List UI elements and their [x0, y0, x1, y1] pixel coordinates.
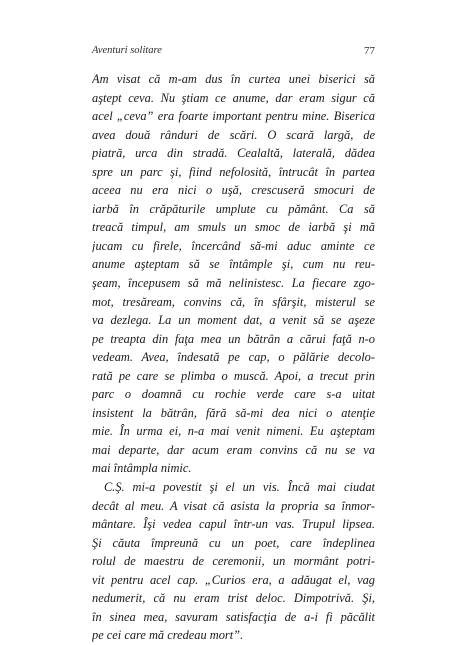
text-line: mai întâmpla nimic.	[92, 461, 192, 476]
body-text	[92, 70, 375, 645]
text-line: insistent la bătrân, fără să-mi dea nici o atenţie	[92, 405, 375, 420]
text-line: rolul de maestru de ceremonii, un mormânt potri-	[92, 554, 375, 569]
text-line: anume aşteptam să se întâmple şi, cum nu reu-	[92, 257, 375, 272]
text-line: spre un parc şi, fiind nefolosită, întrucât în partea	[92, 164, 375, 179]
text-line: parc o doamnă cu rochie verde care s-a uitat	[92, 387, 375, 402]
text-line: acel „ceva” era foarte important pentru mine. Biserica	[92, 109, 375, 124]
text-line: C.Ş. mi-a povestit şi el un vis. Încă mai ciudat	[104, 480, 375, 495]
text-line: mai departe, dar acum eram convins că nu se va	[92, 442, 375, 457]
text-line: şeam, începusem să mă nelinistesc. La fiecare zgo-	[92, 276, 375, 291]
running-title: Aventuri solitare	[92, 45, 162, 56]
text-line: avea două rânduri de scări. O scară largă, de	[92, 127, 375, 142]
text-line: decât al meu. A visat că asista la propria sa înmor-	[92, 498, 375, 513]
text-line: vit pentru acel cap. „Curios era, a adăugat el, vag	[92, 572, 375, 587]
text-line: mântare. Îşi vedea capul într-un vas. Trupul lipsea.	[92, 517, 375, 532]
text-line: în sinea mea, savuram satisfacţia de a-i fi păcălit	[92, 609, 375, 624]
text-line: mot, tresăream, convins că, în sfârşit, misterul se	[92, 294, 375, 309]
text-line: pe cei care mă credeau mort”.	[92, 628, 244, 643]
text-line: aceea nu era nici o uşă, crescuseră smocuri de	[92, 183, 375, 198]
text-line: nedumerit, că nu eram trist deloc. Dimpotrivă. Şi,	[92, 591, 375, 606]
running-head	[92, 45, 375, 61]
text-line: va dezlega. La un moment dat, a venit să se aşeze	[92, 313, 375, 328]
text-line: aştept ceva. Nu ştiam ce anume, dar eram sigur că	[92, 90, 375, 105]
text-line: piatră, urca din stradă. Cealaltă, laterală, dădea	[92, 146, 375, 161]
text-line: mie. În urma ei, n-a mai venit nimeni. Eu aşteptam	[92, 424, 375, 439]
text-line: treacă timpul, am smuls un smoc de iarbă şi mă	[92, 220, 375, 235]
text-line: vedeam. Avea, îndesată pe cap, o pălărie decolo-	[92, 350, 375, 365]
text-line: iarbă în crăpăturile umplute cu pământ. Ca să	[92, 201, 375, 216]
text-line: jucam cu firele, încercând să-mi aduc aminte ce	[92, 238, 375, 253]
text-line: Şi căuta împreună cu un poet, care îndeplinea	[92, 535, 375, 550]
text-line: rată pe care se plimba o muscă. Apoi, a trecut prin	[92, 368, 375, 383]
text-line: Am visat că m-am dus în curtea unei biserici să	[92, 72, 375, 86]
page-number: 77	[364, 45, 375, 57]
text-line: pe treapta din faţa mea un bătrân a cărui faţă n-o	[92, 331, 375, 346]
